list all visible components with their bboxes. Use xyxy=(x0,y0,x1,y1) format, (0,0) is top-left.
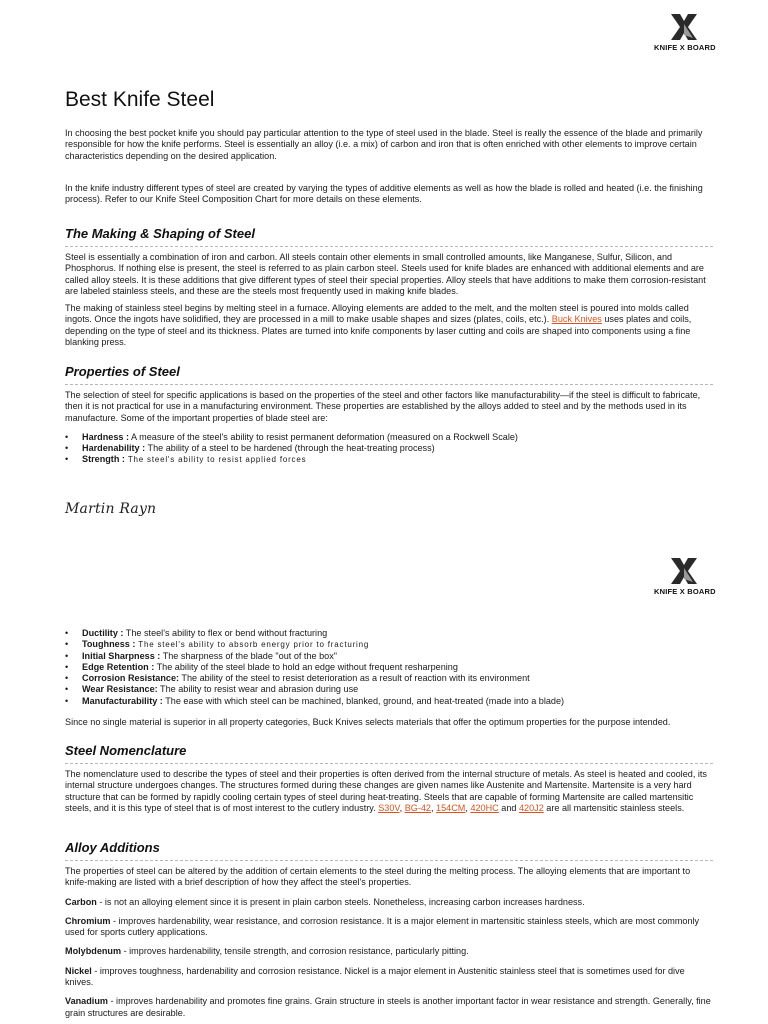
list-item: • Edge Retention : The ability of the steel blade to hold an edge without frequent resharpening xyxy=(65,661,458,672)
knife-x-logo-icon xyxy=(669,12,699,42)
list-item: • Ductility : The steel's ability to flex or bend without fracturing xyxy=(65,628,328,638)
making-paragraph-1: Steel is essentially a combination of iron and carbon. All steels contain other elements in small controlled amounts, like Manganese, Sulfur, Silicon, and Phosphorus. If nothing else is present, the steel is referred to as plain carbon steel. Steels used for knife blades are enhanced with additional elements and are called alloy steels. It is these additions that give different types of steel their special properties. Alloy steels that have additions to make them corrosion-resistant are labeled stainless steels, and these are the steels most frequently used in making knife blades. xyxy=(65,252,706,296)
header-section xyxy=(65,88,713,112)
list-item: • Toughness : The steel's ability to absorb energy prior to fracturing xyxy=(65,639,370,650)
steel-link-s30v[interactable]: S30V xyxy=(378,802,400,813)
signature: Martin Rayn xyxy=(65,501,157,517)
steel-link-420hc[interactable]: 420HC xyxy=(470,802,499,813)
intro-paragraph-1: In choosing the best pocket knife you should pay particular attention to the type of steel used in the blade. Steel is really the essence of the blade and primarily responsible for how the knife performs. Steel is essentially an alloy (i.e. a mix) of carbon and iron that is often enriched with other elements to improve certain characteristics depending on the desired application. xyxy=(65,128,703,161)
steel-link-420j2[interactable]: 420J2 xyxy=(518,802,544,813)
list-item: • Manufacturability : The ease with which steel can be machined, blanked, ground, and heat-treated (made into a blade) xyxy=(65,695,565,706)
alloy-item-nickel: Nickel - improves toughness, hardenability and corrosion resistance. Nickel is a major element in Austenitic stainless steel that is sometimes used for dive knives. xyxy=(65,965,685,988)
list-item: • Hardenability : The ability of a steel to be hardened (through the heat-treating process) xyxy=(65,443,435,454)
alloy-item-vanadium: Vanadium - improves hardenability and promotes fine grains. Grain structure in steels is another important factor in wear resistance and strength. Generally, fine grain structures are desirable. xyxy=(65,996,711,1018)
knife-x-logo-icon xyxy=(669,556,699,586)
section-heading: Steel Nomenclature xyxy=(65,743,187,758)
divider xyxy=(65,763,713,764)
nomenclature-paragraph: The nomenclature used to describe the types of steel and their properties is often derived from the internal structure of metals. As steel is heated and cooled, its internal structure undergoes changes. The structures formed during these changes are given names like Austenite and Martensite. Martensite is a very hard structure that can be formed by rapidly cooling certain types of steel during heat-treating. Steels that are capable of forming Martensite are called martensitic steels, and it is this type of steel that is of most interest to the cutlery industry. S30V, BG-42, 154CM, 420HC and 420J2 are all martensitic stainless steels. xyxy=(65,769,707,813)
divider xyxy=(65,246,713,247)
list-item: • Strength : The steel's ability to resist applied forces xyxy=(65,454,307,465)
page-title: Best Knife Steel xyxy=(65,88,215,111)
nomenclature-section xyxy=(65,743,713,814)
alloy-intro: The properties of steel can be altered by the addition of certain elements to the steel during the melting process. The alloying elements that are important to knife-making are listed with a brief description of how they affect the steel's properties. xyxy=(65,866,691,888)
property-list-1 xyxy=(65,432,713,466)
section-heading: Properties of Steel xyxy=(65,364,180,379)
buck-knives-link[interactable]: Buck Knives xyxy=(551,314,602,325)
properties-paragraph: The selection of steel for specific applications is based on the properties of the steel and other factors like manufacturability—if the steel is difficult to fabricate, then it is not practical for use in a manufacturing environment. These properties are established by the alloys added to steel and by the methods used in its manufacture. Some of the important properties of blade steel are: xyxy=(65,390,701,423)
section-heading: Alloy Additions xyxy=(65,840,160,855)
divider xyxy=(65,860,713,861)
steel-link-154cm[interactable]: 154CM xyxy=(436,802,466,813)
alloy-item-chromium: Chromium - improves hardenability, wear resistance, and corrosion resistance. It is a major element in martensitic stainless steels, which are most commonly used for sports cutlery applications. xyxy=(65,915,700,938)
logo-text: KNIFE X BOARD xyxy=(654,587,716,596)
property-list-2-section xyxy=(65,628,713,728)
properties-section xyxy=(65,364,713,466)
list-item: • Hardness : A measure of the steel's ability to resist permanent deformation (measured on a Rockwell Scale) xyxy=(65,431,518,442)
making-section xyxy=(65,226,713,348)
properties-closing: Since no single material is superior in all property categories, Buck Knives selects materials that offer the optimum properties for the purpose intended. xyxy=(65,717,671,728)
intro-paragraph-2: In the knife industry different types of steel are created by varying the types of additive elements as well as how the blade is rolled and heated (i.e. the finishing process). Refer to our Knife Steel Composition Chart for more details on these elements. xyxy=(65,183,703,205)
alloy-section xyxy=(65,840,713,1019)
alloy-item-molybdenum: Molybdenum - improves hardenability, tensile strength, and corrosion resistance, particularly pitting. xyxy=(65,946,469,957)
list-item: • Corrosion Resistance: The ability of the steel to resist deterioration as a result of reaction with its environment xyxy=(65,673,530,684)
section-heading: The Making & Shaping of Steel xyxy=(65,226,255,241)
property-list-2 xyxy=(65,628,713,707)
steel-link-bg42[interactable]: BG-42 xyxy=(404,802,431,813)
making-paragraph-2: The making of stainless steel begins by melting steel in a furnace. Alloying elements are added to the melt, and the molten steel is poured into molds called ingots. Once the ingots have solidified, they are processed in a mill to make usable shapes and sizes (plates, coils, etc.). Buck Knives uses plates and coils, depending on the type of steel and its thickness. Plates are turned into knife components by laser cutting and coils are shaped into components using a fine blanking press. xyxy=(65,303,692,348)
divider xyxy=(65,384,713,385)
alloy-item-carbon: Carbon - is not an alloying element since it is present in plain carbon steels. Nonetheless, increasing carbon increases hardness. xyxy=(65,896,585,907)
brand-logo xyxy=(654,12,714,52)
list-item: • Initial Sharpness : The sharpness of the blade "out of the box" xyxy=(65,650,337,661)
list-item: • Wear Resistance: The ability to resist wear and abrasion during use xyxy=(65,684,359,695)
logo-text: KNIFE X BOARD xyxy=(654,43,716,52)
brand-logo xyxy=(654,556,714,596)
